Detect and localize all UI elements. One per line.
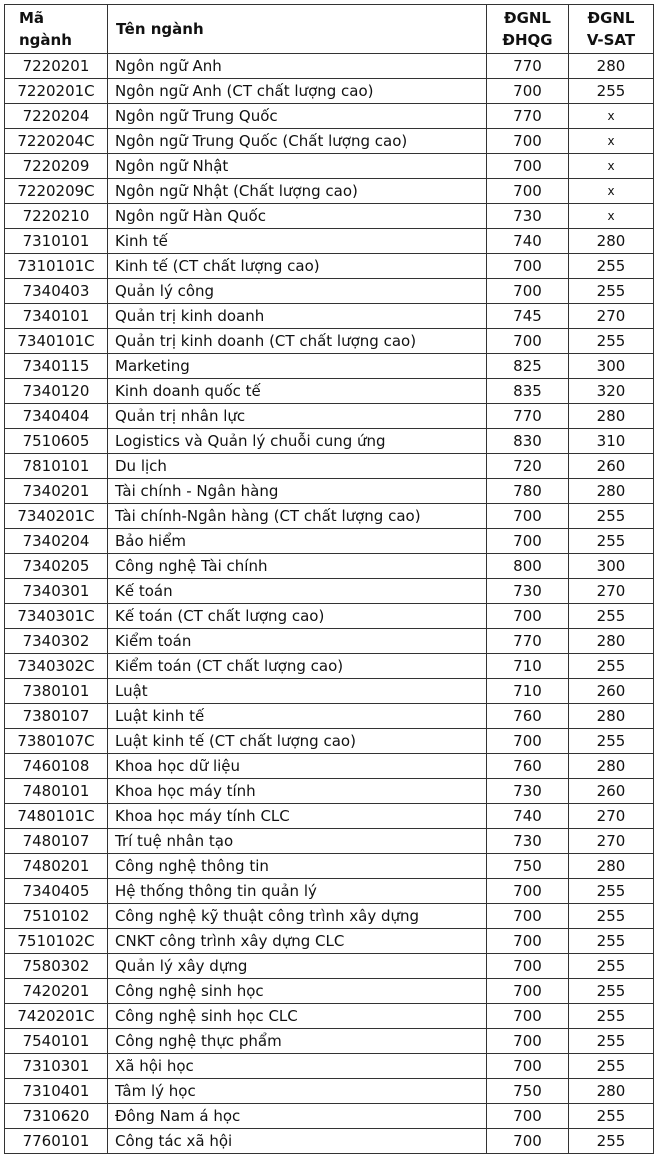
dgnl-dhqg-score-cell: 700 [487,279,569,304]
dgnl-dhqg-score-cell: 700 [487,179,569,204]
table-row [5,204,654,229]
major-name-cell: Công nghệ kỹ thuật công trình xây dựng [108,904,487,929]
major-code-cell: 7340205 [5,554,108,579]
dgnl-vsat-score-cell: 260 [569,454,654,479]
major-code-cell: 7310301 [5,1054,108,1079]
major-code-cell: 7460108 [5,754,108,779]
dgnl-dhqg-score-cell: 700 [487,504,569,529]
table-row [5,729,654,754]
major-code-cell: 7340201C [5,504,108,529]
table-row [5,654,654,679]
dgnl-vsat-score-cell: 255 [569,79,654,104]
major-code-cell: 7340301 [5,579,108,604]
major-code-cell: 7580302 [5,954,108,979]
major-code-cell: 7340120 [5,379,108,404]
major-code-cell: 7480201 [5,854,108,879]
dgnl-vsat-score-cell: 280 [569,479,654,504]
dgnl-vsat-score-cell: 280 [569,404,654,429]
table-row [5,679,654,704]
major-name-cell: Công nghệ thực phẩm [108,1029,487,1054]
table-row [5,904,654,929]
table-row [5,304,654,329]
dgnl-dhqg-score-cell: 700 [487,904,569,929]
dgnl-vsat-score-cell: x [569,204,654,229]
major-name-cell: Kiểm toán [108,629,487,654]
dgnl-vsat-score-cell: x [569,104,654,129]
dgnl-dhqg-score-cell: 700 [487,729,569,754]
dgnl-dhqg-score-cell: 700 [487,329,569,354]
major-name-cell: Ngôn ngữ Trung Quốc (Chất lượng cao) [108,129,487,154]
dgnl-vsat-score-cell: 255 [569,979,654,1004]
major-code-cell: 7540101 [5,1029,108,1054]
dgnl-vsat-score-cell: 280 [569,754,654,779]
dgnl-vsat-score-cell: 280 [569,54,654,79]
dgnl-dhqg-score-cell: 770 [487,404,569,429]
table-row [5,179,654,204]
dgnl-dhqg-score-cell: 700 [487,1004,569,1029]
dgnl-vsat-score-cell: 255 [569,1104,654,1129]
major-code-cell: 7220209C [5,179,108,204]
table-row [5,979,654,1004]
major-code-cell: 7220201 [5,54,108,79]
major-name-cell: Công tác xã hội [108,1129,487,1154]
dgnl-vsat-score-cell: 255 [569,254,654,279]
dgnl-dhqg-score-cell: 700 [487,979,569,1004]
major-code-cell: 7810101 [5,454,108,479]
major-code-cell: 7220204 [5,104,108,129]
dgnl-dhqg-score-cell: 710 [487,679,569,704]
major-name-cell: Logistics và Quản lý chuỗi cung ứng [108,429,487,454]
table-row [5,354,654,379]
dgnl-vsat-score-cell: 270 [569,579,654,604]
dgnl-vsat-score-cell: 280 [569,629,654,654]
major-name-cell: Tài chính - Ngân hàng [108,479,487,504]
dgnl-vsat-score-cell: x [569,129,654,154]
major-name-cell: Marketing [108,354,487,379]
table-row [5,879,654,904]
major-name-cell: Ngôn ngữ Hàn Quốc [108,204,487,229]
dgnl-dhqg-score-cell: 700 [487,879,569,904]
dgnl-dhqg-score-cell: 770 [487,54,569,79]
major-code-cell: 7510102 [5,904,108,929]
table-row [5,54,654,79]
major-code-cell: 7220209 [5,154,108,179]
header-major-code: Mã ngành [5,5,108,54]
major-code-cell: 7310620 [5,1104,108,1129]
major-name-cell: Luật [108,679,487,704]
major-name-cell: Kinh tế [108,229,487,254]
dgnl-vsat-score-cell: 280 [569,854,654,879]
major-name-cell: Luật kinh tế [108,704,487,729]
major-name-cell: Ngôn ngữ Anh (CT chất lượng cao) [108,79,487,104]
dgnl-dhqg-score-cell: 700 [487,1129,569,1154]
major-code-cell: 7380107 [5,704,108,729]
dgnl-vsat-score-cell: 255 [569,504,654,529]
major-code-cell: 7510605 [5,429,108,454]
dgnl-dhqg-score-cell: 770 [487,104,569,129]
dgnl-vsat-score-cell: 310 [569,429,654,454]
table-row [5,554,654,579]
table-row [5,154,654,179]
dgnl-dhqg-score-cell: 700 [487,79,569,104]
major-name-cell: Công nghệ sinh học CLC [108,1004,487,1029]
table-row [5,804,654,829]
major-name-cell: Kế toán [108,579,487,604]
dgnl-dhqg-score-cell: 730 [487,779,569,804]
table-row [5,254,654,279]
dgnl-vsat-score-cell: 300 [569,554,654,579]
dgnl-vsat-score-cell: 320 [569,379,654,404]
dgnl-vsat-score-cell: 260 [569,779,654,804]
table-row [5,1029,654,1054]
dgnl-dhqg-score-cell: 700 [487,604,569,629]
dgnl-dhqg-score-cell: 700 [487,954,569,979]
dgnl-dhqg-score-cell: 700 [487,929,569,954]
major-code-cell: 7220201C [5,79,108,104]
major-code-cell: 7340403 [5,279,108,304]
major-code-cell: 7310101 [5,229,108,254]
table-row [5,379,654,404]
major-name-cell: Bảo hiểm [108,529,487,554]
table-row [5,1104,654,1129]
major-code-cell: 7340302C [5,654,108,679]
major-code-cell: 7420201 [5,979,108,1004]
major-code-cell: 7340405 [5,879,108,904]
major-code-cell: 7340301C [5,604,108,629]
dgnl-vsat-score-cell: 255 [569,529,654,554]
major-code-cell: 7380107C [5,729,108,754]
major-code-cell: 7420201C [5,1004,108,1029]
major-name-cell: Kinh tế (CT chất lượng cao) [108,254,487,279]
major-code-cell: 7310401 [5,1079,108,1104]
dgnl-vsat-score-cell: 255 [569,1029,654,1054]
major-code-cell: 7480101C [5,804,108,829]
table-row [5,479,654,504]
dgnl-vsat-score-cell: 255 [569,329,654,354]
major-code-cell: 7220210 [5,204,108,229]
dgnl-dhqg-score-cell: 780 [487,479,569,504]
major-code-cell: 7340302 [5,629,108,654]
major-name-cell: Tâm lý học [108,1079,487,1104]
dgnl-vsat-score-cell: 255 [569,929,654,954]
dgnl-dhqg-score-cell: 700 [487,529,569,554]
dgnl-vsat-score-cell: 270 [569,829,654,854]
dgnl-vsat-score-cell: 280 [569,1079,654,1104]
major-name-cell: Công nghệ sinh học [108,979,487,1004]
major-code-cell: 7340115 [5,354,108,379]
table-row [5,1079,654,1104]
table-row [5,279,654,304]
major-code-cell: 7340201 [5,479,108,504]
dgnl-dhqg-score-cell: 745 [487,304,569,329]
header-major-name: Tên ngành [108,5,487,54]
admission-scores-table [4,4,654,1154]
dgnl-vsat-score-cell: 255 [569,1129,654,1154]
table-row [5,779,654,804]
major-code-cell: 7760101 [5,1129,108,1154]
table-row [5,1054,654,1079]
dgnl-dhqg-score-cell: 770 [487,629,569,654]
table-row [5,1004,654,1029]
dgnl-dhqg-score-cell: 750 [487,854,569,879]
dgnl-vsat-score-cell: 270 [569,304,654,329]
dgnl-dhqg-score-cell: 700 [487,1104,569,1129]
table-row [5,454,654,479]
table-row [5,604,654,629]
dgnl-dhqg-score-cell: 830 [487,429,569,454]
table-row [5,754,654,779]
major-name-cell: Trí tuệ nhân tạo [108,829,487,854]
major-name-cell: Công nghệ thông tin [108,854,487,879]
major-name-cell: Tài chính-Ngân hàng (CT chất lượng cao) [108,504,487,529]
major-name-cell: Hệ thống thông tin quản lý [108,879,487,904]
major-code-cell: 7340101 [5,304,108,329]
major-name-cell: Đông Nam á học [108,1104,487,1129]
major-name-cell: CNKT công trình xây dựng CLC [108,929,487,954]
dgnl-vsat-score-cell: 255 [569,654,654,679]
dgnl-vsat-score-cell: 255 [569,279,654,304]
dgnl-vsat-score-cell: 255 [569,729,654,754]
major-code-cell: 7340404 [5,404,108,429]
table-body [5,54,654,1154]
dgnl-vsat-score-cell: 280 [569,704,654,729]
dgnl-dhqg-score-cell: 710 [487,654,569,679]
table-row [5,79,654,104]
dgnl-dhqg-score-cell: 750 [487,1079,569,1104]
table-row [5,529,654,554]
dgnl-dhqg-score-cell: 700 [487,129,569,154]
dgnl-vsat-score-cell: 280 [569,229,654,254]
major-name-cell: Quản trị kinh doanh [108,304,487,329]
major-code-cell: 7220204C [5,129,108,154]
major-name-cell: Quản lý công [108,279,487,304]
dgnl-dhqg-score-cell: 800 [487,554,569,579]
major-code-cell: 7340204 [5,529,108,554]
dgnl-vsat-score-cell: x [569,179,654,204]
major-name-cell: Kế toán (CT chất lượng cao) [108,604,487,629]
dgnl-dhqg-score-cell: 740 [487,229,569,254]
table-row [5,829,654,854]
major-code-cell: 7480107 [5,829,108,854]
table-row [5,704,654,729]
major-name-cell: Ngôn ngữ Anh [108,54,487,79]
dgnl-dhqg-score-cell: 835 [487,379,569,404]
table-row [5,104,654,129]
dgnl-dhqg-score-cell: 700 [487,254,569,279]
table-row [5,1129,654,1154]
dgnl-dhqg-score-cell: 730 [487,829,569,854]
major-code-cell: 7510102C [5,929,108,954]
dgnl-vsat-score-cell: 255 [569,904,654,929]
major-name-cell: Quản lý xây dựng [108,954,487,979]
dgnl-dhqg-score-cell: 700 [487,1029,569,1054]
major-code-cell: 7340101C [5,329,108,354]
dgnl-vsat-score-cell: 260 [569,679,654,704]
major-name-cell: Du lịch [108,454,487,479]
table-row [5,504,654,529]
major-name-cell: Khoa học máy tính CLC [108,804,487,829]
dgnl-dhqg-score-cell: 760 [487,704,569,729]
table-row [5,929,654,954]
major-name-cell: Ngôn ngữ Nhật [108,154,487,179]
table-row [5,629,654,654]
dgnl-dhqg-score-cell: 740 [487,804,569,829]
major-name-cell: Quản trị kinh doanh (CT chất lượng cao) [108,329,487,354]
major-code-cell: 7310101C [5,254,108,279]
major-name-cell: Quản trị nhân lực [108,404,487,429]
major-name-cell: Kiểm toán (CT chất lượng cao) [108,654,487,679]
table-row [5,579,654,604]
dgnl-dhqg-score-cell: 730 [487,579,569,604]
major-name-cell: Khoa học dữ liệu [108,754,487,779]
header-dgnl-vsat: ĐGNL V-SAT [569,5,654,54]
header-row [5,5,654,54]
dgnl-vsat-score-cell: 255 [569,879,654,904]
dgnl-dhqg-score-cell: 760 [487,754,569,779]
table-row [5,429,654,454]
major-name-cell: Khoa học máy tính [108,779,487,804]
dgnl-vsat-score-cell: 300 [569,354,654,379]
major-name-cell: Ngôn ngữ Nhật (Chất lượng cao) [108,179,487,204]
major-name-cell: Công nghệ Tài chính [108,554,487,579]
table-row [5,329,654,354]
table-row [5,229,654,254]
major-name-cell: Luật kinh tế (CT chất lượng cao) [108,729,487,754]
dgnl-vsat-score-cell: 270 [569,804,654,829]
table-row [5,854,654,879]
table-row [5,954,654,979]
dgnl-dhqg-score-cell: 720 [487,454,569,479]
dgnl-vsat-score-cell: 255 [569,1054,654,1079]
dgnl-vsat-score-cell: x [569,154,654,179]
dgnl-dhqg-score-cell: 700 [487,1054,569,1079]
major-name-cell: Kinh doanh quốc tế [108,379,487,404]
major-name-cell: Xã hội học [108,1054,487,1079]
table-row [5,129,654,154]
dgnl-vsat-score-cell: 255 [569,1004,654,1029]
dgnl-dhqg-score-cell: 730 [487,204,569,229]
dgnl-vsat-score-cell: 255 [569,954,654,979]
header-dgnl-dhqg: ĐGNL ĐHQG [487,5,569,54]
major-code-cell: 7480101 [5,779,108,804]
dgnl-dhqg-score-cell: 825 [487,354,569,379]
major-code-cell: 7380101 [5,679,108,704]
major-name-cell: Ngôn ngữ Trung Quốc [108,104,487,129]
table-row [5,404,654,429]
dgnl-vsat-score-cell: 255 [569,604,654,629]
dgnl-dhqg-score-cell: 700 [487,154,569,179]
